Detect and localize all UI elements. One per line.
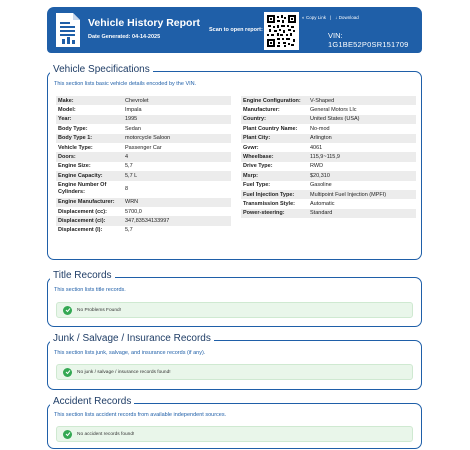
spec-value: Multipoint Fuel Injection (MPFI) <box>308 190 416 199</box>
spec-row <box>56 134 231 143</box>
spec-label: Engine Manufacturer: <box>56 198 123 207</box>
spec-row <box>56 207 231 216</box>
accident-records-section <box>47 396 422 449</box>
section-title: Accident Records <box>50 396 134 407</box>
spec-label: Engine Capacity: <box>56 171 123 180</box>
report-title: Vehicle History Report <box>88 17 201 29</box>
date-generated: Date Generated: 04-14-2025 <box>88 34 161 40</box>
status-banner <box>56 302 413 318</box>
spec-value: 347,83534133997 <box>123 216 231 225</box>
link-separator: | <box>330 15 332 20</box>
spec-value: V-Shaped <box>308 96 416 105</box>
section-title: Junk / Salvage / Insurance Records <box>50 333 214 344</box>
spec-value: Standard <box>308 209 416 218</box>
spec-value: WRN <box>123 198 231 207</box>
spec-row <box>241 96 416 105</box>
spec-label: Year: <box>56 115 123 124</box>
vin-number: 1G1BE52P0SR151709 <box>328 40 409 49</box>
spec-row <box>56 216 231 225</box>
spec-value: 5,7 <box>125 227 133 234</box>
spec-label: Transmission Style: <box>243 200 295 207</box>
spec-row <box>56 105 231 114</box>
spec-value: 115,9~115,9 <box>308 152 416 161</box>
spec-label: Msrp: <box>241 171 308 180</box>
scan-label: Scan to open report: <box>209 27 263 33</box>
document-icon <box>53 12 82 48</box>
spec-row <box>241 134 416 143</box>
spec-label: Body Type 1: <box>56 134 123 143</box>
spec-row <box>241 162 416 171</box>
spec-label: Displacement (cc): <box>58 208 107 215</box>
specs-table-right <box>241 96 416 218</box>
spec-row <box>56 226 231 235</box>
spec-label: Plant Country Name: <box>243 125 298 132</box>
spec-value: $20,310 <box>308 171 416 180</box>
spec-label: Country: <box>241 115 308 124</box>
status-banner <box>56 364 413 380</box>
spec-row <box>241 171 416 180</box>
spec-label: Make: <box>56 96 123 105</box>
spec-label: Displacement (ci): <box>56 216 123 225</box>
spec-label: Doors: <box>56 152 123 161</box>
spec-value: RWD <box>310 163 324 170</box>
section-description: This section lists title records. <box>54 287 126 293</box>
spec-row <box>241 152 416 161</box>
section-title: Vehicle Specifications <box>50 64 153 75</box>
spec-row <box>56 152 231 161</box>
spec-row <box>56 198 231 207</box>
junk-salvage-insurance-section <box>47 333 422 390</box>
spec-value: 5,7 <box>125 163 133 170</box>
vehicle-specifications-section <box>47 64 422 260</box>
spec-value: 4 <box>123 152 231 161</box>
spec-row <box>56 143 231 152</box>
spec-row <box>241 181 416 190</box>
spec-row <box>241 115 416 124</box>
qr-code-icon <box>267 15 296 47</box>
header-links <box>302 15 359 20</box>
spec-label: Gvwr: <box>243 144 259 151</box>
status-message: No junk / salvage / insurance records found! <box>77 369 171 375</box>
spec-value: Chevrolet <box>123 96 231 105</box>
report-header <box>47 7 422 53</box>
spec-value: 1995 <box>123 115 231 124</box>
spec-label: Engine Size: <box>58 163 91 170</box>
spec-value: 4061 <box>310 144 323 151</box>
spec-label: Engine Number Of Cylinders: <box>58 182 107 196</box>
spec-row <box>241 124 416 133</box>
title-records-section <box>47 270 422 327</box>
section-description: This section lists basic vehicle details encoded by the VIN. <box>54 81 197 87</box>
spec-label: Model: <box>58 107 76 114</box>
download-icon: ↓ <box>335 15 338 20</box>
spec-row <box>241 105 416 114</box>
download-label: Download <box>338 15 359 20</box>
spec-row <box>56 171 231 180</box>
spec-value: Impala <box>125 107 142 114</box>
spec-row <box>56 181 231 198</box>
vin-label: VIN: <box>328 31 343 40</box>
spec-row <box>241 143 416 152</box>
section-description: This section lists junk, salvage, and insurance records (if any). <box>54 350 206 356</box>
spec-label: Power-steering: <box>241 209 308 218</box>
spec-value: 8 <box>125 185 129 192</box>
spec-row <box>56 96 231 105</box>
spec-label: Manufacturer: <box>243 107 280 114</box>
spec-value: Passenger Car <box>125 144 162 151</box>
spec-row <box>241 190 416 199</box>
spec-row <box>56 124 231 133</box>
spec-value: Sedan <box>125 125 141 132</box>
spec-label: Fuel Type: <box>243 182 271 189</box>
status-banner <box>56 426 413 442</box>
spec-value: Gasoline <box>310 182 332 189</box>
spec-value: motorcycle Saloon <box>123 134 231 143</box>
copy-link-label: Copy Link <box>305 15 326 20</box>
check-icon <box>63 430 72 439</box>
copy-link-button[interactable] <box>302 15 326 20</box>
spec-label: Fuel Injection Type: <box>241 190 308 199</box>
spec-label: Plant City: <box>241 134 308 143</box>
spec-value: General Motors Llc <box>310 107 357 114</box>
spec-value: 5,7 L <box>123 171 231 180</box>
spec-row <box>56 162 231 171</box>
spec-row <box>241 209 416 218</box>
spec-label: Vehicle Type: <box>58 144 93 151</box>
spec-value: Automatic <box>310 200 335 207</box>
spec-value: No-mod <box>310 125 330 132</box>
check-icon <box>63 368 72 377</box>
status-message: No Problems Found! <box>77 307 121 313</box>
spec-label: Drive Type: <box>243 163 273 170</box>
spec-label: Wheelbase: <box>241 152 308 161</box>
spec-label: Body Type: <box>58 125 88 132</box>
specs-table-left <box>56 96 231 235</box>
copy-link-icon: ◐ <box>302 15 305 20</box>
qr-code[interactable] <box>264 12 299 50</box>
check-icon <box>63 306 72 315</box>
section-title: Title Records <box>50 270 115 281</box>
spec-value: 5700,0 <box>125 208 142 215</box>
section-description: This section lists accident records from available independent sources. <box>54 412 227 418</box>
spec-value: United States (USA) <box>308 115 416 124</box>
spec-value: Arlington <box>308 134 416 143</box>
download-button[interactable] <box>335 15 359 20</box>
spec-row <box>241 199 416 208</box>
spec-label: Displacement (l): <box>58 227 103 234</box>
status-message: No accident records found! <box>77 431 135 437</box>
spec-label: Engine Configuration: <box>241 96 308 105</box>
spec-row <box>56 115 231 124</box>
